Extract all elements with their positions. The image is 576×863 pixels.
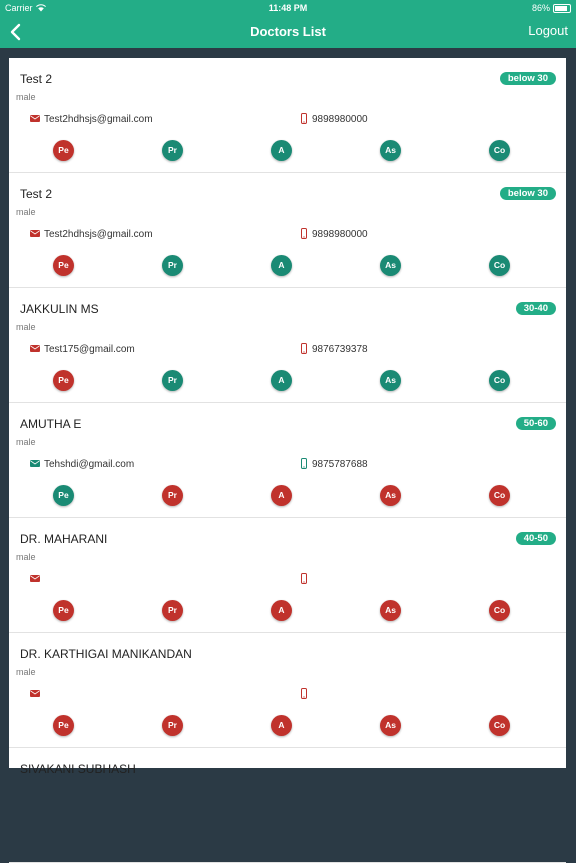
status-chip[interactable]: As xyxy=(380,600,401,621)
status-chip[interactable]: Pe xyxy=(53,370,74,391)
doctor-card[interactable] xyxy=(9,518,566,633)
phone-icon xyxy=(301,113,307,124)
status-chip[interactable]: Pr xyxy=(162,715,183,736)
doctor-email[interactable]: Test2hdhsjs@gmail.com xyxy=(44,114,153,125)
battery-info xyxy=(532,3,571,13)
doctor-email[interactable]: Test2hdhsjs@gmail.com xyxy=(44,229,153,240)
doctor-gender: male xyxy=(16,322,36,332)
status-chip[interactable]: Co xyxy=(489,140,510,161)
phone-icon xyxy=(301,458,307,469)
doctor-card[interactable] xyxy=(9,58,566,173)
status-chip[interactable]: As xyxy=(380,485,401,506)
doctors-list[interactable] xyxy=(9,58,566,776)
mail-icon xyxy=(30,230,40,237)
status-chip[interactable]: Co xyxy=(489,600,510,621)
phone-icon xyxy=(301,343,307,354)
status-chip[interactable]: A xyxy=(271,485,292,506)
carrier-label: Carrier xyxy=(5,3,33,13)
status-chip[interactable]: Co xyxy=(489,715,510,736)
status-chip[interactable]: Pe xyxy=(53,715,74,736)
doctor-card[interactable] xyxy=(9,633,566,748)
status-bar xyxy=(0,0,576,16)
status-chip[interactable]: Pe xyxy=(53,255,74,276)
phone-icon xyxy=(301,228,307,239)
status-chip[interactable]: As xyxy=(380,370,401,391)
status-chip[interactable]: A xyxy=(271,370,292,391)
doctor-gender: male xyxy=(16,207,36,217)
page-title: Doctors List xyxy=(250,24,326,39)
status-chip[interactable]: A xyxy=(271,140,292,161)
doctor-name: AMUTHA E xyxy=(20,417,82,431)
doctor-name: Test 2 xyxy=(20,187,53,201)
status-chip[interactable]: As xyxy=(380,715,401,736)
status-chip[interactable]: Pe xyxy=(53,600,74,621)
status-chip[interactable]: A xyxy=(271,715,292,736)
doctor-phone[interactable]: 9898980000 xyxy=(312,114,368,125)
age-badge: below 30 xyxy=(500,187,556,200)
doctor-email[interactable]: Tehshdi@gmail.com xyxy=(44,459,135,470)
doctor-name: DR. MAHARANI xyxy=(20,532,108,546)
nav-bar xyxy=(0,16,576,48)
doctor-name: DR. KARTHIGAI MANIKANDAN xyxy=(20,647,192,661)
doctor-email[interactable]: Test175@gmail.com xyxy=(44,344,135,355)
age-badge: below 30 xyxy=(500,72,556,85)
doctor-card[interactable] xyxy=(9,403,566,518)
status-chip[interactable]: Pr xyxy=(162,255,183,276)
doctor-name: JAKKULIN MS xyxy=(20,302,99,316)
status-chip[interactable]: As xyxy=(380,140,401,161)
doctor-gender: male xyxy=(16,437,36,447)
phone-icon xyxy=(301,573,307,584)
doctor-name: Test 2 xyxy=(20,72,53,86)
doctor-phone[interactable]: 9898980000 xyxy=(312,229,368,240)
status-chip[interactable]: As xyxy=(380,255,401,276)
status-chip[interactable]: Pr xyxy=(162,485,183,506)
status-chip[interactable]: Pe xyxy=(53,485,74,506)
age-badge: 30-40 xyxy=(516,302,556,315)
mail-icon xyxy=(30,115,40,122)
mail-icon xyxy=(30,460,40,467)
status-chip[interactable]: Co xyxy=(489,485,510,506)
doctor-phone[interactable]: 9876739378 xyxy=(312,344,368,355)
logout-button[interactable]: Logout xyxy=(528,23,568,38)
status-chip[interactable]: Pr xyxy=(162,140,183,161)
doctor-phone[interactable]: 9875787688 xyxy=(312,459,368,470)
age-badge: 50-60 xyxy=(516,417,556,430)
doctor-name: SIVAKANI SUBHASH xyxy=(20,762,136,776)
status-chip[interactable]: Co xyxy=(489,370,510,391)
mail-icon xyxy=(30,345,40,352)
status-chip[interactable]: Pr xyxy=(162,600,183,621)
status-chip[interactable]: A xyxy=(271,255,292,276)
doctor-gender: male xyxy=(16,92,36,102)
status-chip[interactable]: A xyxy=(271,600,292,621)
doctor-card[interactable] xyxy=(9,288,566,403)
doctor-card[interactable] xyxy=(9,748,566,863)
battery-icon xyxy=(553,4,571,13)
age-badge: 40-50 xyxy=(516,532,556,545)
battery-percent: 86% xyxy=(531,3,550,13)
mail-icon xyxy=(30,690,40,697)
doctor-card[interactable] xyxy=(9,173,566,288)
clock: 11:48 PM xyxy=(268,3,308,13)
status-chip[interactable]: Pe xyxy=(53,140,74,161)
mail-icon xyxy=(30,575,40,582)
doctor-gender: male xyxy=(16,667,36,677)
doctor-gender: male xyxy=(16,552,36,562)
status-chip[interactable]: Pr xyxy=(162,370,183,391)
status-chip[interactable]: Co xyxy=(489,255,510,276)
phone-icon xyxy=(301,688,307,699)
